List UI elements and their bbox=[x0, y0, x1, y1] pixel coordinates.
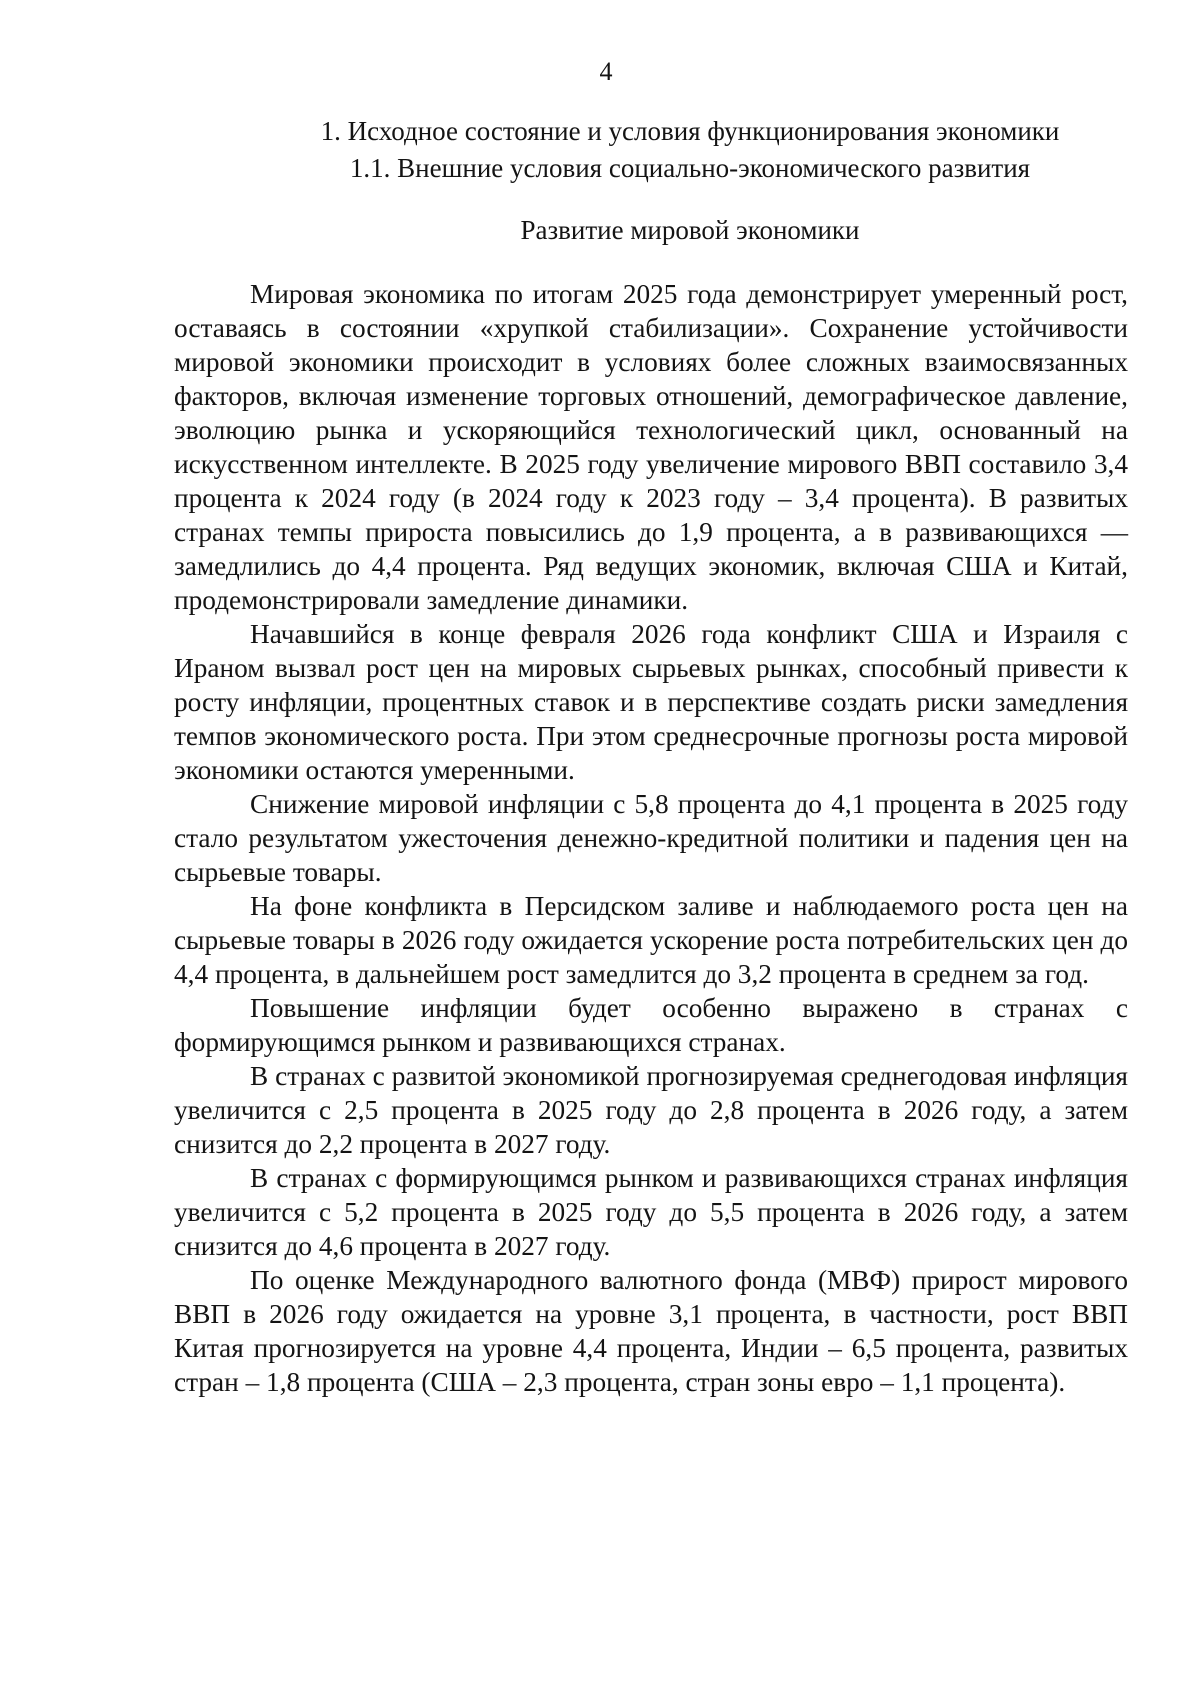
paragraph-emerging-markets: Повышение инфляции будет особенно выражено в странах с формирующимся рынком и развивающихся странах. bbox=[174, 993, 1128, 1057]
paragraph-imf-forecast: По оценке Международного валютного фонда (МВФ) прирост мирового ВВП в 2026 году ожидается на уровне 3,1 процента, в частности, рост ВВП Китая прогнозируется на уровне 4,4 процента, Индии – 6,5 процента, развитых стран – 1,8 процента (США – 2,3 процента, стран зоны евро – 1,1 процента). bbox=[174, 1265, 1128, 1397]
paragraph-emerging-inflation: В странах с формирующимся рынком и развивающихся странах инфляция увеличится с 5,2 процента в 2025 году до 5,5 процента в 2026 году, а затем снизится до 4,6 процента в 2027 году. bbox=[174, 1163, 1128, 1261]
paragraph-iran-conflict: Начавшийся в конце февраля 2026 года конфликт США и Израиля с Ираном вызвал рост цен на мировых сырьевых рынках, способный привести к росту инфляции, процентных ставок и в перспективе создать риски замедления темпов экономического роста. При этом среднесрочные прогнозы роста мировой экономики остаются умеренными. bbox=[174, 619, 1128, 785]
subsection-heading: 1.1. Внешние условия социально-экономического развития bbox=[349, 153, 1031, 183]
page-number: 4 bbox=[599, 57, 613, 86]
paragraph-inflation-decline: Снижение мировой инфляции с 5,8 процента до 4,1 процента в 2025 году стало результатом ужесточения денежно-кредитной политики и падения цен на сырьевые товары. bbox=[174, 789, 1128, 887]
paragraph-developed-inflation: В странах с развитой экономикой прогнозируемая среднегодовая инфляция увеличится с 2,5 процента в 2025 году до 2,8 процента в 2026 году, а затем снизится до 2,2 процента в 2027 году. bbox=[174, 1061, 1128, 1159]
paragraph-inflation-forecast: На фоне конфликта в Персидском заливе и наблюдаемого роста цен на сырьевые товары в 2026 году ожидается ускорение роста потребительских цен до 4,4 процента, в дальнейшем рост замедлится до 3,2 процента в среднем за год. bbox=[174, 891, 1128, 989]
paragraph-world-growth: Мировая экономика по итогам 2025 года демонстрирует умеренный рост, оставаясь в состоянии «хрупкой стабилизации». Сохранение устойчивости мировой экономики происходит в условиях более сложных взаимосвязанных факторов, включая изменение торговых отношений, демографическое давление, эволюцию рынка и ускоряющийся технологический цикл, основанный на искусственном интеллекте. В 2025 году увеличение мирового ВВП составило 3,4 процента к 2024 году (в 2024 году к 2023 году – 3,4 процента). В развитых странах темпы прироста повысились до 1,9 процента, а в развивающихся — замедлились до 4,4 процента. Ряд ведущих экономик, включая США и Китай, продемонстрировали замедление динамики. bbox=[174, 279, 1128, 615]
body-text bbox=[174, 277, 1128, 1399]
topic-heading: Развитие мировой экономики bbox=[520, 215, 860, 245]
section-heading: 1. Исходное состояние и условия функционирования экономики bbox=[320, 116, 1060, 146]
